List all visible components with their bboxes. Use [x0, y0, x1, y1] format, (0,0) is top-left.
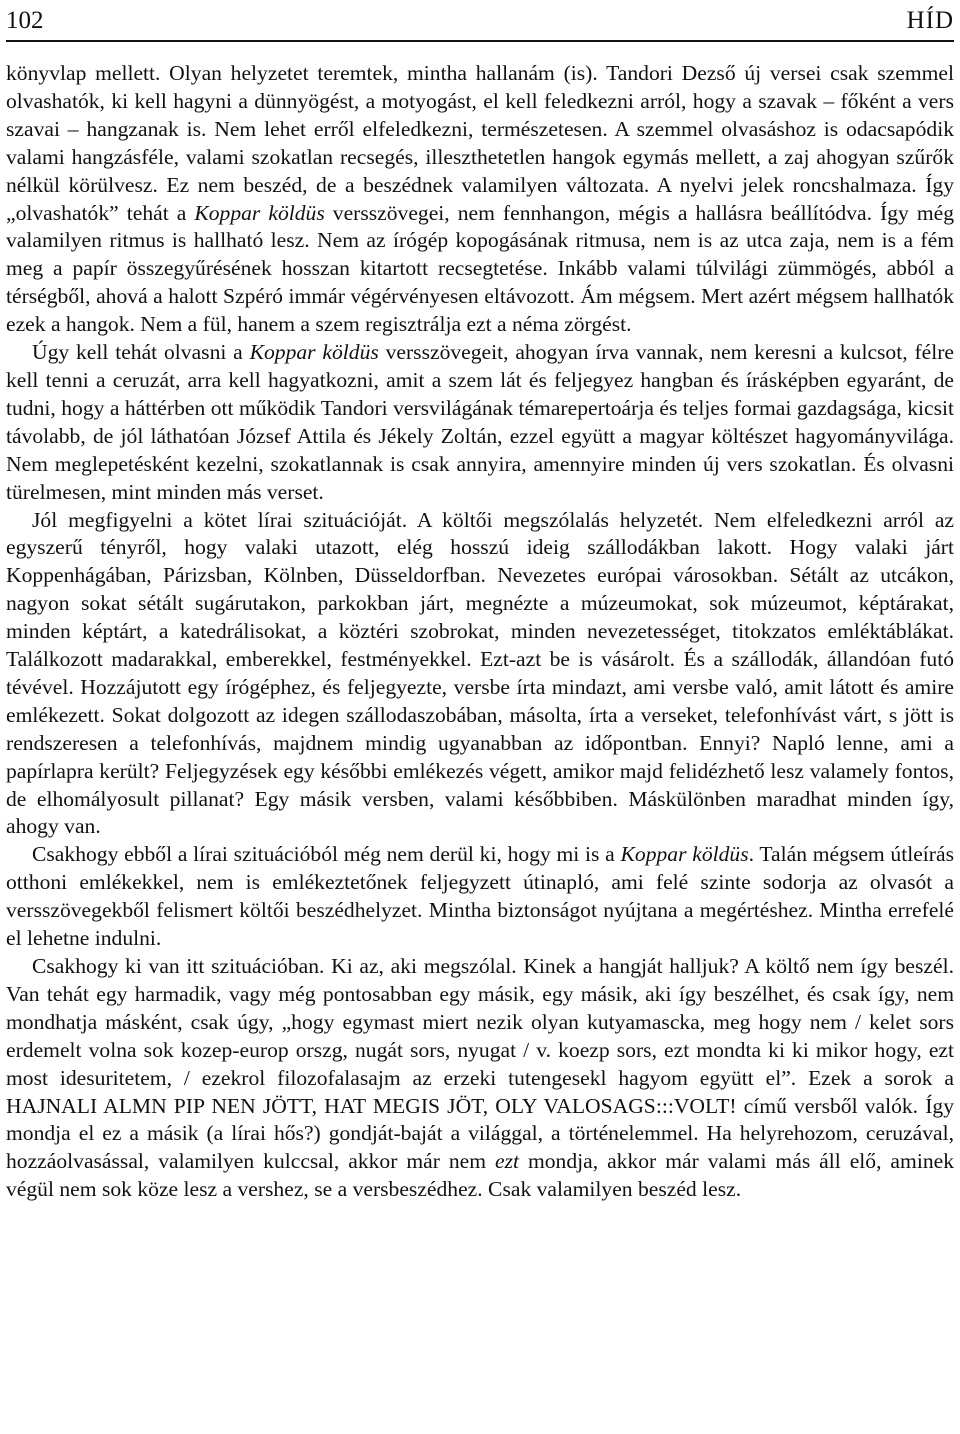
paragraph-text: Csakhogy ki van itt szituációban. Ki az, aki megszólal. Kinek a hangját halljuk? A költő nem így beszél. Van tehát egy harmadik, vagy még pontosabban egy másik, egy másik, aki így beszélhet, és csak így, nem mondhatja másként, csak úgy, „hogy egymast miert nezik olyan kutyamascka, meg hogy nem / kelet sors erdemelt volna sok kozep-europ orszg, nugát sors, nyugat / v. koezp sors, ezt mondta ki ki mikor hogy, ezt most idesuritetem, / ezekrol filozofalasajm az erzeki tutengesekl hagyom együtt el”. Ezek a sorok a HAJNALI ALMN PIP NEN JÖTT, HAT MEGIS JÖT, OLY VALOSAGS:::VOLT! című versből valók. Így mondja el ez a másik (a lírai hős?) gondját-baját a világgal, a történelemmel. Ha helyrehozom, ceruzával, hozzáolvasással, valamilyen kulccsal, akkor már nem: [6, 954, 954, 1174]
paragraph-text: versszövegei, nem fennhangon, mégis a hallásra beállítódva. Így még valamilyen ritmus is hallható lesz. Nem az írógép kopogásának ritmusa, nem is az utca zaja, nem is a fém meg a papír összegyűrésének hosszan kitartott recsegtetése. Inkább valami túlvilági zümmögés, abból a térségből, ahová a halott Szpéró immár végérvényesen eltávozott. Ám mégsem. Mert azért mégsem hallhatók ezek a hangok. Nem a fül, hanem a szem regisztrálja ezt a néma zörgést.: [6, 200, 954, 337]
paragraph-text: könyvlap mellett. Olyan helyzetet teremtek, mintha hallanám (is). Tandori Dezső új versei csak szemmel olvashatók, ki kell hagyni a dünnyögést, a motyogást, el kell feledkezni arról, hogy a szavak – főként a vers szavai – hangzanak is. Nem lehet erről elfeledkezni, természetesen. A szemmel olvasáshoz is odacsapódik valami hangzásféle, valami szokatlan recsegés, illeszthetetlen hangok egymás mellett, a zaj ahogyan szűrők nélkül körülvesz. Ez nem beszéd, de a beszédnek valamilyen változata. A nyelvi jelek roncshalmaza. Így „olvashatók” tehát a: [6, 61, 954, 225]
paragraph-text: . Talán mégsem útleírás otthoni emlékekkel, nem is emlékeztetőnek feljegyzett útinapló, ami felé szinte sodorja az olvasót a versszövegekből felismert költői beszédhelyzet. Mintha biztonságot nyújtana a megértéshez. Mintha errefelé el lehetne indulni.: [6, 842, 954, 951]
italic-title: Koppar köldüs: [194, 200, 325, 225]
document-page: [6, 4, 954, 1430]
paragraph-text: mondja, akkor már valami más áll elő, aminek végül nem sok köze lesz a vershez, se a versbeszédhez. Csak valamilyen beszéd lesz.: [6, 1149, 954, 1202]
article-body: [6, 60, 954, 1204]
running-head: [6, 4, 954, 42]
page-number: 102: [6, 7, 44, 34]
paragraph-text: versszövegeit, ahogyan írva vannak, nem keresni a kulcsot, félre kell tenni a ceruzát, arra kell hagyatkozni, amit a szem lát és feljegyez hangban és írásképben egyaránt, de tudni, hogy a háttérben ott működik Tandori versvilágának témarepertoárja és teljes formai gazdagsága, kicsit távolabb, de jól láthatóan József Attila és Jékely Zoltán, ezzel együtt a magyar költészet hagyományvilága. Nem meglepetésként kezelni, szokatlannak is csak annyira, amennyire minden új vers szokatlan. És olvasni türelmesen, mint minden más verset.: [6, 340, 954, 504]
italic-title: ezt: [495, 1149, 520, 1174]
paragraph: [6, 60, 954, 339]
paragraph-text: Jól megfigyelni a kötet lírai szituációját. A költői megszólalás helyzetét. Nem elfeledkezni arról az egyszerű tényről, hogy valaki utazott, elég hosszú ideig szállodákban lakott. Hogy valaki járt Koppenhágában, Párizsban, Kölnben, Düsseldorfban. Nevezetes európai városokban. Sétált az utcákon, nagyon sokat sétált sugárutakon, parkokban járt, megnézte a múzeumokat, sok múzeumot, képtárakat, minden képtárt, a katedrálisokat, a köztéri szobrokat, minden nevezetességet, titokzatos emléktáblákat. Találkozott madarakkal, emberekkel, festményekkel. Ezt-azt be is vásárolt. És a szállodák, állandóan futó tévével. Hozzájutott egy írógéphez, és feljegyezte, versbe írta mindazt, ami versbe való, amit látott és amire emlékezett. Sokat dolgozott az idegen szállodaszobában, másolta, írta a verseket, telefonhívást várt, s jött is rendszeresen a telefonhívás, majdnem mindig ugyanabban az időpontban. Ennyi? Napló lenne, ami a papírlapra került? Feljegyzések egy későbbi emlékezés végett, amikor majd felidézhető lesz valamely fontos, de elhomályosult pillanat? Egy másik versben, valami későbbiben. Máskülönben maradhat minden így, ahogy van.: [6, 507, 954, 839]
journal-title: HÍD: [906, 7, 954, 34]
paragraph: [6, 339, 954, 506]
paragraph: [6, 841, 954, 953]
italic-title: Koppar köldüs: [249, 340, 379, 365]
paragraph: [6, 953, 954, 1204]
italic-title: Koppar köldüs: [620, 842, 749, 867]
paragraph-text: Csakhogy ebből a lírai szituációból még nem derül ki, hogy mi is a: [32, 842, 621, 867]
paragraph-text: Úgy kell tehát olvasni a: [32, 340, 250, 365]
paragraph: [6, 507, 954, 842]
